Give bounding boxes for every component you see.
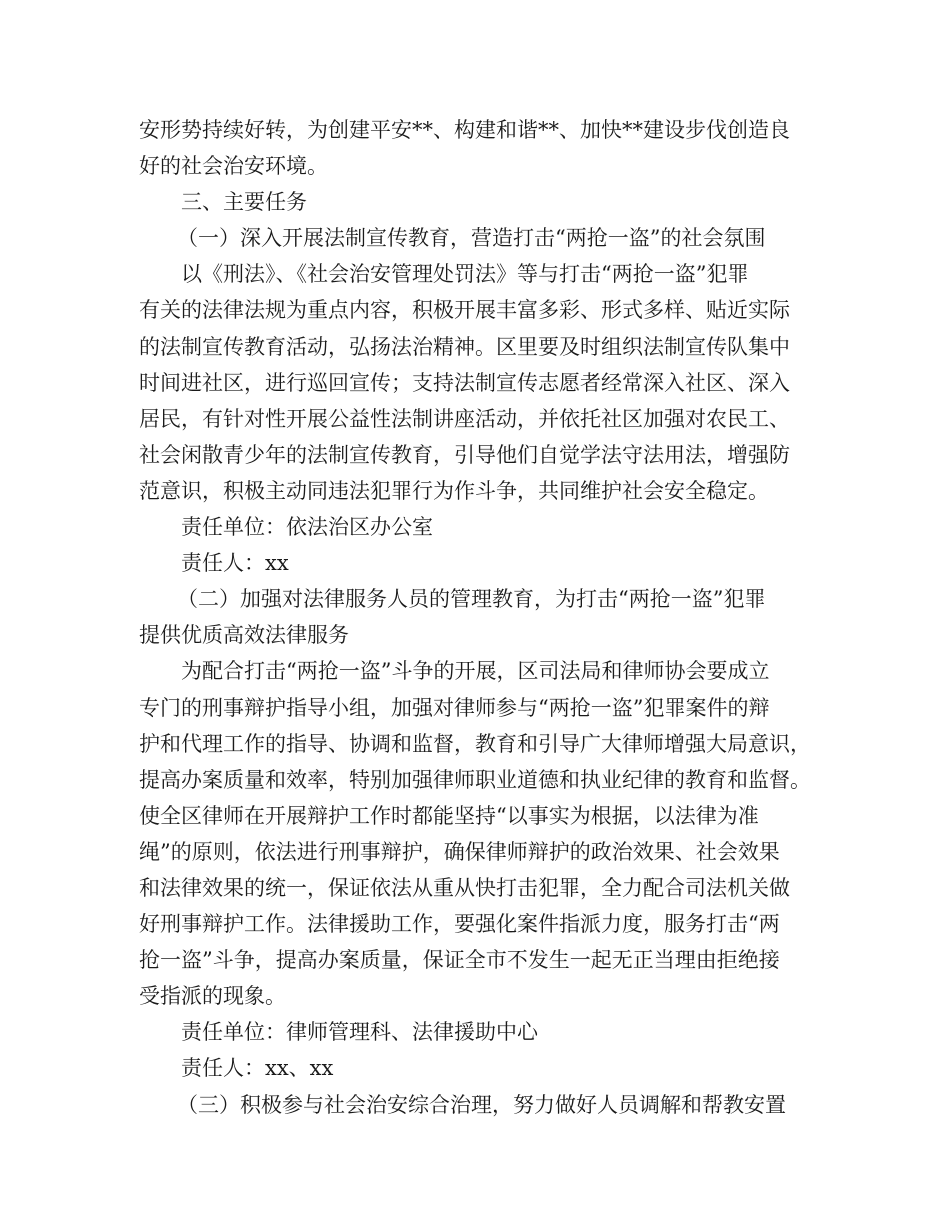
text-line: 使全区律师在开展辩护工作时都能坚持“以事实为根据，以法律为准 [139, 803, 759, 828]
responsible-unit: 责任单位：律师管理科、法律援助中心 [181, 1020, 538, 1045]
responsible-person: 责任人：xx [181, 551, 289, 576]
text-line: 居民，有针对性开展公益性法制讲座活动，并依托社区加强对农民工、 [139, 406, 790, 431]
responsible-unit: 责任单位：依法治区办公室 [181, 515, 433, 540]
text-line: 好的社会治安环境。 [139, 154, 328, 179]
responsible-person: 责任人：xx、xx [181, 1056, 334, 1081]
text-line: 好刑事辩护工作。法律援助工作，要强化案件指派力度，服务打击“两 [139, 912, 780, 937]
text-line: 以《刑法》、《社会治安管理处罚法》等与打击“两抢一盗”犯罪 [181, 262, 749, 287]
text-line: 绳”的原则，依法进行刑事辩护，确保律师辩护的政治效果、社会效果 [139, 839, 780, 864]
text-line: 范意识，积极主动同违法犯罪行为作斗争，共同维护社会安全稳定。 [139, 478, 769, 503]
text-line: 安形势持续好转，为创建平安**、构建和谐**、加快**建设步伐创造良 [139, 118, 790, 142]
text-line: 专门的刑事辩护指导小组，加强对律师参与“两抢一盗”犯罪案件的辩 [139, 695, 770, 720]
text-line: 时间进社区，进行巡回宣传；支持法制宣传志愿者经常深入社区、深入 [139, 370, 790, 395]
text-line: 为配合打击“两抢一盗”斗争的开展，区司法局和律师协会要成立 [181, 659, 770, 684]
text-line: 的法制宣传教育活动，弘扬法治精神。区里要及时组织法制宣传队集中 [139, 334, 790, 359]
text-line: 和法律效果的统一，保证依法从重从快打击犯罪，全力配合司法机关做 [139, 875, 790, 900]
text-line: 有关的法律法规为重点内容，积极开展丰富多彩、形式多样、贴近实际 [139, 298, 790, 323]
subsection-heading: （二）加强对法律服务人员的管理教育，为打击“两抢一盗”犯罪 [177, 587, 766, 612]
text-line: 提高办案质量和效率，特别加强律师职业道德和执业纪律的教育和监督。 [139, 767, 811, 792]
text-line: 护和代理工作的指导、协调和监督，教育和引导广大律师增强大局意识， [139, 731, 811, 756]
section-heading: 三、主要任务 [181, 190, 307, 215]
document-body [139, 112, 819, 1123]
subsection-heading: （三）积极参与社会治安综合治理，努力做好人员调解和帮教安置 [177, 1092, 786, 1117]
text-line: 受指派的现象。 [139, 984, 286, 1009]
text-line: 提供优质高效法律服务 [139, 623, 349, 648]
text-line: 抢一盗”斗争，提高办案质量，保证全市不发生一起无正当理由拒绝接 [139, 948, 780, 973]
text-line: 社会闲散青少年的法制宣传教育，引导他们自觉学法守法用法，增强防 [139, 442, 790, 467]
subsection-heading: （一）深入开展法制宣传教育，营造打击“两抢一盗”的社会氛围 [177, 226, 766, 251]
